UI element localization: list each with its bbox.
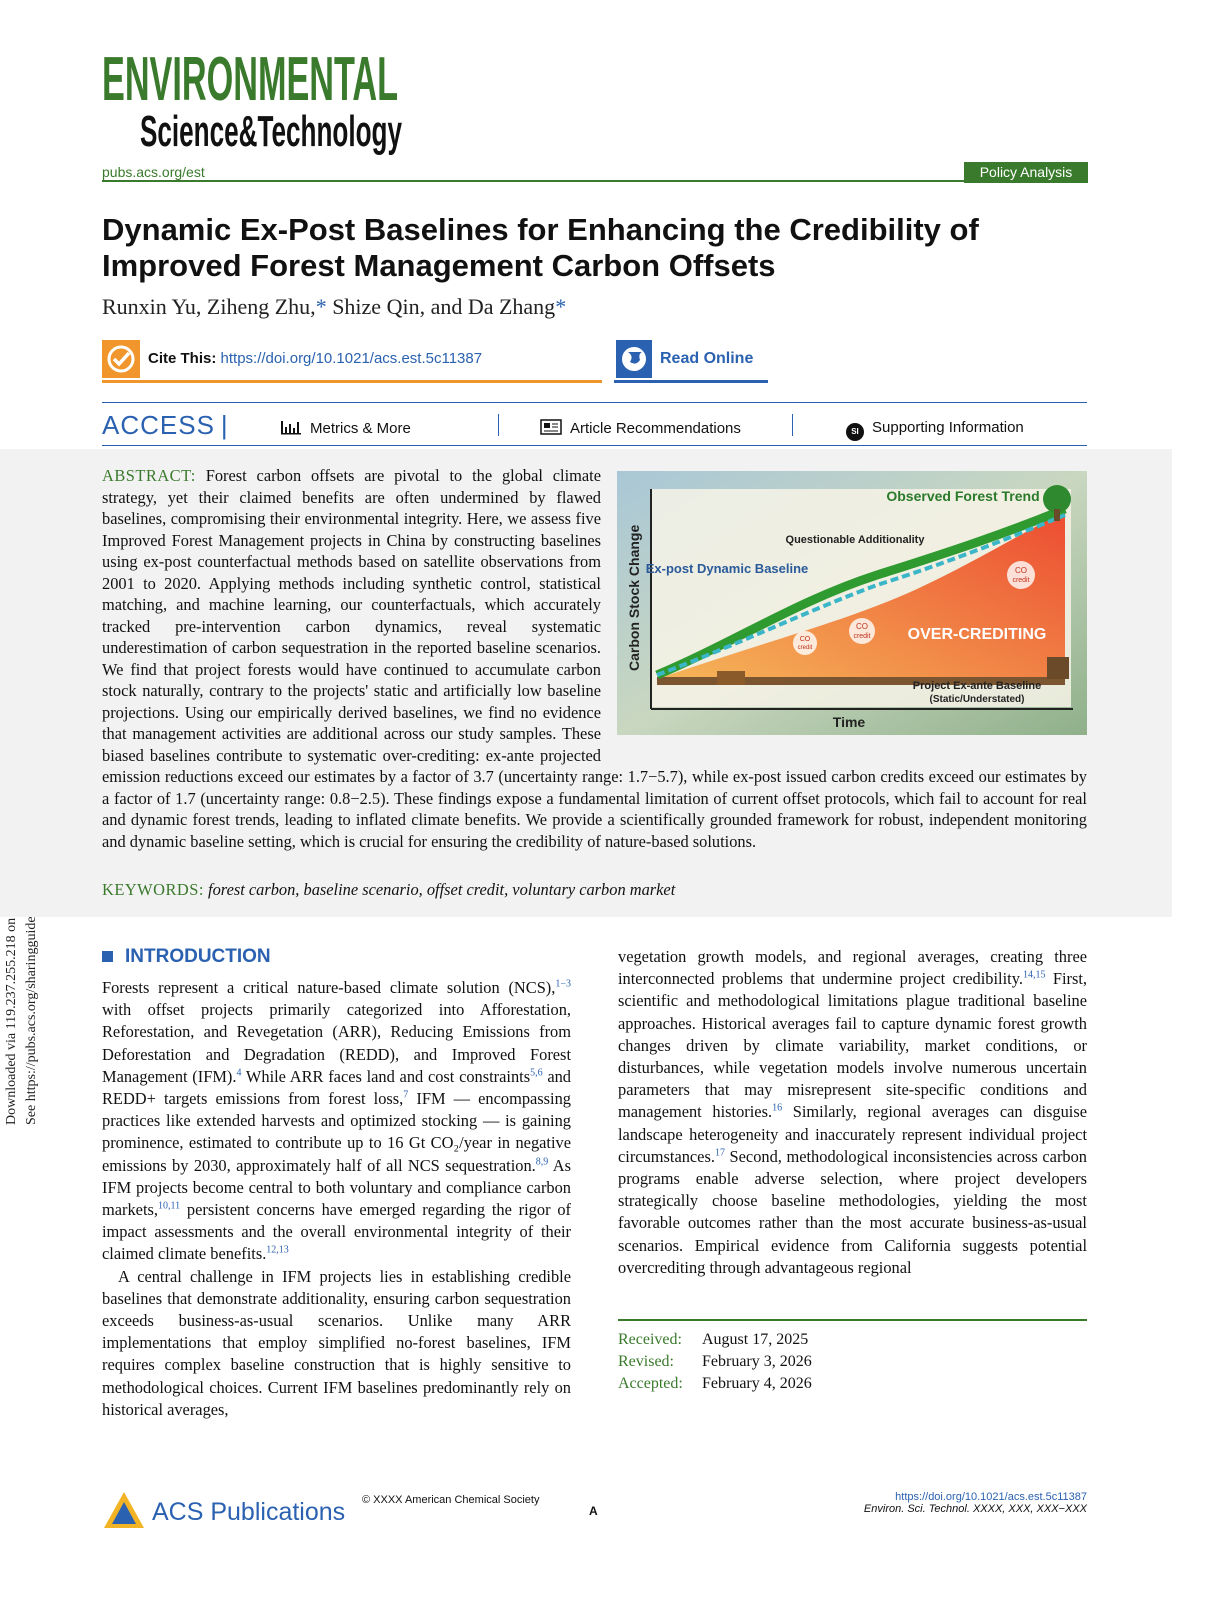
citation-ref[interactable]: 7: [403, 1089, 409, 1101]
abstract-label: ABSTRACT:: [102, 466, 196, 485]
check-icon: [102, 340, 140, 378]
body-column-left: [102, 977, 571, 1421]
copyright: © XXXX American Chemical Society: [362, 1494, 540, 1506]
cite-label: Cite This:: [148, 350, 217, 367]
document-icon: [540, 419, 562, 435]
journal-logo: [102, 38, 402, 158]
toc-questionable: Questionable Additionality: [785, 534, 925, 546]
citation-ref[interactable]: 8,9: [535, 1156, 549, 1168]
revised-date: February 3, 2026: [702, 1353, 812, 1370]
toc-expost: Ex-post Dynamic Baseline: [645, 561, 809, 576]
intro-heading: INTRODUCTION: [102, 946, 271, 968]
citation-ref[interactable]: 12,13: [266, 1244, 289, 1256]
svg-text:credit: credit: [853, 633, 871, 640]
received-date: August 17, 2025: [702, 1331, 809, 1348]
citation-ref[interactable]: 16: [772, 1102, 783, 1114]
metrics-more-link[interactable]: Metrics & More: [280, 419, 411, 437]
tree-icon: [1043, 485, 1071, 513]
globe-icon: [616, 340, 652, 378]
abstract: [102, 465, 1087, 852]
header-rule: [102, 180, 970, 182]
toc-graphic: [617, 465, 1087, 741]
heading-square-icon: [102, 951, 113, 962]
history-dates: Received: August 17, 2025 Revised: February 3, 2026 Accepted: February 4, 2026: [618, 1331, 812, 1392]
stump-icon: [1047, 657, 1069, 679]
page-number: A: [589, 1504, 598, 1518]
svg-text:credit: credit: [1012, 577, 1030, 584]
citation-ref[interactable]: 4: [236, 1067, 242, 1079]
footer-doi-link[interactable]: https://doi.org/10.1021/acs.est.5c11387: [895, 1491, 1087, 1503]
si-icon: SI: [846, 423, 864, 441]
dates-rule: [618, 1319, 1087, 1321]
toc-y-label: Carbon Stock Change: [626, 524, 642, 671]
svg-text:CO: CO: [799, 636, 811, 643]
svg-text:credit: credit: [797, 645, 813, 651]
citation-ref[interactable]: 1−3: [555, 978, 571, 990]
acs-publications-logo: [102, 1488, 346, 1537]
citation-ref[interactable]: 14,15: [1022, 969, 1046, 981]
citation-ref[interactable]: 17: [714, 1147, 725, 1159]
body-column-right: [618, 946, 1087, 1279]
keywords-label: KEYWORDS:: [102, 880, 204, 899]
svg-text:ACS Publications: ACS Publications: [152, 1498, 346, 1526]
intro-paragraph-3: vegetation growth models, and regional averages, creating three interconnected problems that undermine project credibility.$^{14,15}$ First, scientific and methodological limitations plague traditional baseline approaches. Historical averages fail to capture dynamic forest growth changes driven by climate variability, market conditions, or disturbances, while vegetation models involve numerous uncertain parameters that may misrepresent site-specific conditions and management histories.$^{16}$ Similarly, regional averages can disguise landscape heterogeneity and inaccurately represent individual project circumstances.$^{17}$ Second, methodological inconsistencies across carbon programs enable adverse selection, where project developers strategically choose baseline methodologies, yielding the most favorable outcomes rather than the most accurate business-as-usual scenarios. Empirical evidence from California suggests potential overcrediting through advantageous regional: [618, 947, 1087, 1277]
access-rule-bottom: [102, 445, 1087, 446]
read-online-badge[interactable]: [616, 340, 652, 378]
article-recommendations-link[interactable]: Article Recommendations: [540, 419, 741, 437]
citation-ref[interactable]: 5,6: [530, 1067, 543, 1079]
co2-credit-icon: [793, 631, 817, 655]
intro-paragraph-2: A central challenge in IFM projects lies in establishing credible baselines that demonstrate additionality, ensuring carbon sequestration exceeds business-as-usual scenarios. Unlike many ARR implementations that employ simplified no-forest baselines, IFM requires complex baseline construction that is highly sensitive to methodological choices. Current IFM baselines predominantly rely on historical averages,: [102, 1266, 571, 1419]
keywords-text: forest carbon, baseline scenario, offset credit, voluntary carbon market: [208, 880, 676, 899]
toc-exante: Project Ex-ante Baseline: [912, 680, 1042, 692]
logo-line-2: Science&Technology: [140, 107, 403, 156]
toc-observed: Observed Forest Trend: [886, 488, 1040, 504]
access-separator: [498, 414, 499, 436]
read-online-link[interactable]: Read Online: [660, 350, 754, 367]
intro-paragraph-1: Forests represent a critical nature-based climate solution (NCS),$^{1-3}$ with offset projects primarily categorized into Afforestation, Reforestation, and Revegetation (ARR), Reducing Emissions from Deforestation and Degradation (REDD), and Improved Forest Management (IFM).$^4$ While ARR faces land and cost constraints$^{5,6}$ and REDD+ targets emissions from forest loss,$^7$ IFM — encompassing practices like extended harvests and optimized stocking — is gaining prominence, estimated to contribute up to 16 Gt CO₂/year in negative emissions by 2030, approximately half of all NCS sequestration.$^{8,9}$ As IFM projects become central to both voluntary and compliance carbon markets,$^{10,11}$ persistent concerns have emerged regarding the rigor of impact assessments and the overall environmental integrity of their claimed climate benefits.$^{12,13}$: [102, 978, 572, 1264]
toc-overcrediting: OVER-CREDITING: [907, 626, 1047, 643]
toc-exante-sub: (Static/Understated): [929, 694, 1025, 705]
article-title: Dynamic Ex-Post Baselines for Enhancing the Credibility of Improved Forest Management Carbon Offsets: [102, 212, 979, 283]
abstract-text: Forest carbon offsets are pivotal to the global climate strategy, yet their claimed benefits are often undermined by flawed baselines, compromising their environmental integrity. Here, we assess five Improved Forest Management projects in China by constructing baselines using ex-post counterfactual methods based on satellite observations from 2001 to 2020. Applying methods including synthetic control, statistical matching, and machine learning, our counterfactuals, which accurately tracked pre-intervention carbon dynamics, reveal systematic underestimation of carbon sequestration in the reported baseline scenarios. We find that project forests would have continued to accumulate carbon stock naturally, contrary to the projects' static and artificially low baseline projections. Using our empirically derived baselines, we find no evidence that management activities are additional across our study samples. These biased baselines contribute to systematic over-crediting: ex-ante projected emission reductions exceed our estimates by a factor of 3.7 (uncertainty range: 1.7−5.7), while ex-post issued carbon credits exceed our estimates by a factor of 1.7 (uncertainty range: 0.8−2.5). These findings expose a fundamental limitation of current offset protocols, which fail to account for real and dynamic forest trends, leading to inflated climate benefits. We provide a scientifically grounded framework for robust, independent monitoring and dynamic baseline setting, which is crucial for ensuring the credibility of nature-based solutions.: [102, 466, 1087, 851]
citation-ref[interactable]: 10,11: [157, 1200, 181, 1212]
cite-doi-link[interactable]: https://doi.org/10.1021/acs.est.5c11387: [220, 350, 483, 367]
keywords: [102, 880, 675, 900]
footer-citation: Environ. Sci. Technol. XXXX, XXX, XXX−XXX: [863, 1503, 1087, 1515]
cite-this: [148, 350, 482, 367]
bar-chart-icon: [280, 419, 302, 435]
author-list: Runxin Yu, Ziheng Zhu,* Shize Qin, and Da Zhang*: [102, 294, 567, 319]
svg-text:CO: CO: [856, 622, 868, 631]
toc-x-label: Time: [832, 714, 866, 730]
logo-line-1: ENVIRONMENTAL: [102, 45, 398, 114]
svg-text:CO: CO: [1015, 566, 1027, 575]
accepted-date: February 4, 2026: [702, 1375, 812, 1392]
section-badge: Policy Analysis: [964, 162, 1088, 183]
journal-url[interactable]: pubs.acs.org/est: [102, 164, 205, 180]
fence-icon: [717, 671, 745, 685]
supporting-information-link[interactable]: SI Supporting Information: [846, 419, 1024, 441]
access-separator: [792, 414, 793, 436]
access-rule-top: [102, 402, 1087, 403]
footer-doi: [864, 1491, 1087, 1515]
access-label: ACCESS |: [102, 410, 229, 440]
cite-badge: [102, 340, 140, 378]
